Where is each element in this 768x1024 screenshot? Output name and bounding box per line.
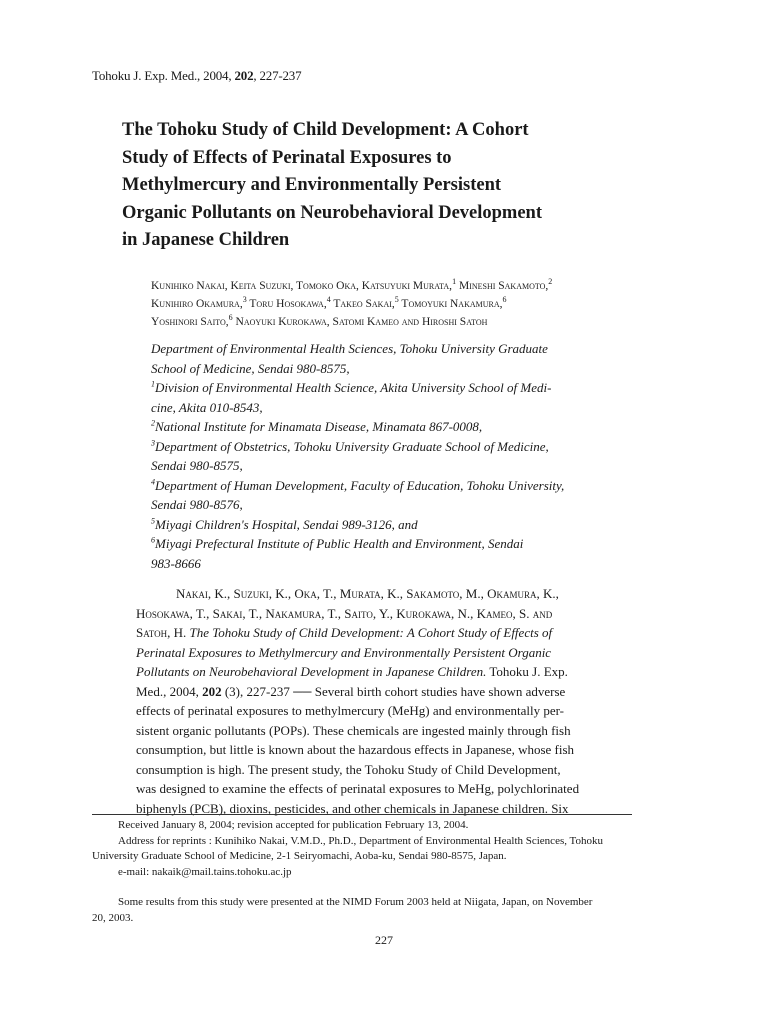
- affiliation-text: Miyagi Prefectural Institute of Public Health and Environment, Sendai: [155, 536, 524, 551]
- abstract-line: Nakai, K., Suzuki, K., Oka, T., Murata, K., Sakamoto, M., Okamura, K.,: [176, 586, 559, 601]
- abstract: [136, 584, 636, 818]
- affiliation-line: Department of Environmental Health Sciences, Tohoku University Graduate: [151, 341, 548, 356]
- presentation-note: [92, 895, 692, 926]
- author-names: Mineshi Sakamoto,: [456, 280, 549, 292]
- affiliation-line: [151, 417, 621, 437]
- received-date: Received January 8, 2004; revision accepted for publication February 13, 2004.: [118, 819, 469, 831]
- abstract-line: Perinatal Exposures to Methylmercury and Environmentally Persistent Organic: [136, 644, 552, 660]
- affiliation-line: [151, 534, 621, 554]
- abstract-line: consumption is high. The present study, the Tohoku Study of Child Development,: [136, 761, 561, 777]
- abstract-citation: Med., 2004,: [136, 683, 203, 699]
- affiliation-marker: 6: [151, 535, 155, 545]
- reprint-address: Address for reprints : Kunihiko Nakai, V.M.D., Ph.D., Department of Environmental Health Sciences, Tohoku: [118, 834, 603, 847]
- abstract-line: was designed to examine the effects of perinatal exposures to MeHg, polychlorinated: [136, 781, 580, 796]
- abstract-line: [136, 662, 636, 682]
- affiliation-marker: 4: [151, 477, 155, 487]
- page-number: 227: [375, 933, 393, 947]
- affiliation-line: Sendai 980-8575,: [151, 458, 243, 473]
- abstract-line: biphenyls (PCB), dioxins, pesticides, and other chemicals in Japanese children. Six: [136, 800, 569, 816]
- abstract-title-text: Pollutants on Neurobehavioral Development in Japanese Children.: [136, 664, 487, 679]
- affiliation-marker: 6: [502, 295, 507, 305]
- title-line: Study of Effects of Perinatal Exposures to: [122, 147, 452, 168]
- affiliation-line: [151, 476, 621, 496]
- affiliation-text: Department of Human Development, Faculty of Education, Tohoku University,: [155, 477, 565, 493]
- abstract-text: (3), 227-237 ── Several birth cohort studies have shown adverse: [221, 683, 566, 699]
- author-line: [151, 295, 631, 313]
- affiliation-text: National Institute for Minamata Disease, Minamata 867-0008,: [155, 419, 483, 434]
- affiliation-line: [151, 515, 621, 535]
- affiliation-line: [151, 378, 621, 398]
- abstract-author: Satoh, H.: [136, 625, 187, 640]
- affiliation-marker: 1: [151, 379, 155, 389]
- abstract-line: Hosokawa, T., Sakai, T., Nakamura, T., Saito, Y., Kurokawa, N., Kameo, S. and: [136, 605, 553, 621]
- affiliation-marker: 5: [151, 516, 155, 526]
- author-names: Toru Hosokawa,: [246, 298, 327, 310]
- affiliation-line: cine, Akita 010-8543,: [151, 399, 263, 415]
- affiliation-marker: 3: [151, 438, 155, 448]
- note-line: Some results from this study were presented at the NIMD Forum 2003 held at Niigata, Japan, on November: [118, 896, 593, 908]
- title-line: Organic Pollutants on Neurobehavioral Development: [122, 202, 543, 223]
- author-names: Naoyuki Kurokawa, Satomi Kameo and Hiroshi Satoh: [232, 316, 488, 328]
- journal-volume: 202: [234, 68, 254, 83]
- journal-reference: [92, 68, 301, 84]
- abstract-line: [136, 682, 636, 702]
- journal-name: Tohoku J. Exp. Med., 2004,: [92, 68, 235, 83]
- affiliation-text: Department of Obstetrics, Tohoku University Graduate School of Medicine,: [155, 438, 549, 454]
- affiliation-marker: 2: [151, 418, 155, 428]
- abstract-volume: 202: [202, 683, 222, 699]
- note-line: 20, 2003.: [92, 911, 134, 924]
- affiliation-marker: 4: [326, 295, 331, 305]
- affiliation-line: Sendai 980-8576,: [151, 497, 243, 512]
- affiliation-marker: 6: [228, 313, 233, 323]
- abstract-title-text: The Tohoku Study of Child Development: A Cohort Study of Effects of: [186, 625, 553, 640]
- title-line: Methylmercury and Environmentally Persistent: [122, 175, 502, 195]
- contact-email: e-mail: nakaik@mail.tains.tohoku.ac.jp: [118, 865, 292, 878]
- affiliation-list: [151, 339, 621, 573]
- abstract-line: sistent organic pollutants (POPs). These chemicals are ingested mainly through fish: [136, 722, 571, 738]
- abstract-citation: Tohoku J. Exp.: [486, 664, 568, 679]
- abstract-line: consumption, but little is known about the hazardous effects in Japanese, whose fish: [136, 742, 575, 757]
- affiliation-marker: 3: [242, 295, 247, 305]
- affiliation-line: 983-8666: [151, 555, 201, 571]
- reprint-address: University Graduate School of Medicine, 2-1 Seiryomachi, Aoba-ku, Sendai 980-8575, Japan.: [92, 850, 507, 862]
- affiliation-line: School of Medicine, Sendai 980-8575,: [151, 360, 350, 376]
- journal-pages: , 227-237: [253, 68, 302, 83]
- affiliation-marker: 2: [548, 277, 553, 287]
- author-names: Tomoyuki Nakamura,: [398, 298, 503, 310]
- article-title: [122, 117, 642, 255]
- affiliation-line: [151, 437, 621, 457]
- abstract-line: effects of perinatal exposures to methylmercury (MeHg) and environmentally per-: [136, 703, 564, 718]
- author-names: Kunihiro Okamura,: [151, 298, 243, 310]
- footnote-divider: [92, 814, 632, 815]
- affiliation-marker: 5: [394, 295, 399, 305]
- author-names: Yoshinori Saito,: [151, 316, 229, 328]
- author-line: [151, 313, 631, 331]
- title-line: in Japanese Children: [122, 230, 290, 250]
- author-names: Kunihiko Nakai, Keita Suzuki, Tomoko Oka, Katsuyuki Murata,: [151, 280, 453, 292]
- abstract-line: [136, 623, 636, 643]
- footnotes: [92, 818, 692, 926]
- title-line: The Tohoku Study of Child Development: A Cohort: [122, 120, 529, 140]
- author-names: Takeo Sakai,: [330, 298, 395, 310]
- author-list: [151, 277, 631, 331]
- author-line: [151, 277, 631, 295]
- affiliation-text: Miyagi Children's Hospital, Sendai 989-3126, and: [155, 516, 418, 532]
- affiliation-text: Division of Environmental Health Science, Akita University School of Medi-: [155, 380, 552, 395]
- affiliation-marker: 1: [452, 277, 457, 287]
